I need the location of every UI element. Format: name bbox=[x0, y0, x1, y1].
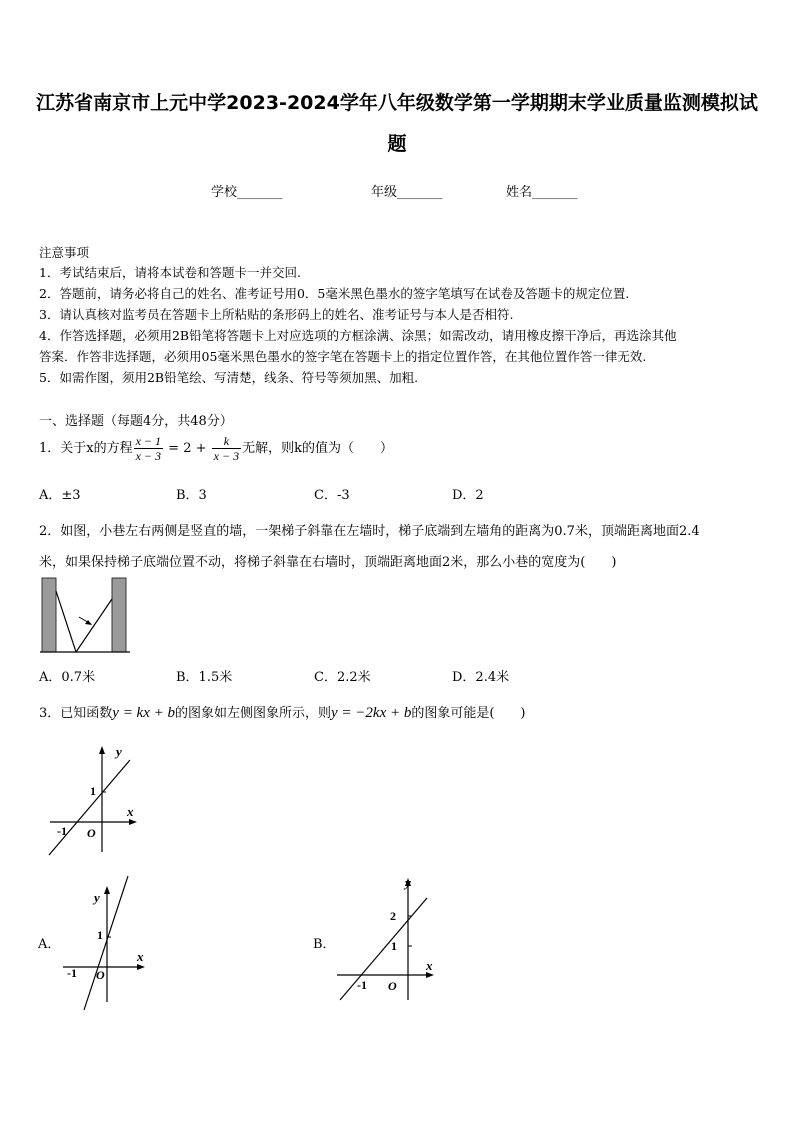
q3-option-a-label: A． bbox=[38, 937, 61, 952]
q2-text-line1: 2．如图，小巷左右两侧是竖直的墙，一架梯子斜靠在左墙时，梯子底端到左墙角的距离为0.7米，顶端距离地面2.4 bbox=[39, 524, 700, 539]
q2-text-line2: 米，如果保持梯子底端位置不动，将梯子斜靠在右墙时，顶端距离地面2米，那么小巷的宽度为( ) bbox=[39, 555, 617, 570]
function-line bbox=[49, 760, 130, 855]
q1-option-a: A．±3 bbox=[39, 488, 81, 503]
q3-suffix: 的图象可能是( ) bbox=[411, 706, 526, 721]
x-tick-label: -1 bbox=[57, 824, 67, 838]
exam-title-line2: 题 bbox=[387, 133, 407, 155]
ladder-left-position bbox=[56, 591, 76, 652]
q1-option-d: D．2 bbox=[452, 488, 484, 503]
function-line bbox=[84, 876, 128, 1010]
q1-frac1-numerator: x − 1 bbox=[135, 434, 162, 448]
function-line bbox=[340, 898, 427, 1000]
q1-frac1-denominator: x − 3 bbox=[135, 449, 162, 463]
ladder-alley-figure bbox=[38, 575, 138, 660]
q3-prefix: 3．已知函数 bbox=[39, 706, 113, 721]
y-axis-label: y bbox=[94, 890, 100, 905]
notice-item: 5．如需作图，须用2B铅笔绘、写清楚，线条、符号等须加黑、加粗. bbox=[39, 370, 419, 385]
y-axis-label: y bbox=[116, 744, 122, 759]
exam-title-line1: 江苏省南京市上元中学2023-2024学年八年级数学第一学期期末学业质量监测模拟试 bbox=[36, 92, 758, 114]
q1-fraction-2 bbox=[212, 434, 241, 463]
notice-heading: 注意事项 bbox=[39, 245, 90, 260]
q3-given-graph bbox=[40, 740, 150, 860]
q1-prefix: 1．关于x的方程 bbox=[39, 441, 133, 456]
ladder-right-position bbox=[76, 599, 112, 652]
q1-fraction-1 bbox=[134, 434, 163, 463]
q1-suffix: 无解，则k的值为（ ） bbox=[242, 441, 393, 456]
school-field: 学校_______ bbox=[211, 185, 283, 200]
q2-option-b: B．1.5米 bbox=[176, 670, 233, 685]
q3-option-b-label: B． bbox=[313, 937, 336, 952]
x-axis-arrow bbox=[137, 964, 145, 970]
origin-label: O bbox=[388, 979, 397, 993]
q3-option-b-graph bbox=[332, 868, 447, 1008]
q2-option-c: C．2.2米 bbox=[314, 670, 371, 685]
y-tick-label: 1 bbox=[97, 928, 103, 942]
x-axis-label: x bbox=[426, 958, 433, 973]
name-field: 姓名_______ bbox=[506, 185, 578, 200]
x-tick-label: -1 bbox=[357, 978, 367, 992]
x-axis-label: x bbox=[127, 804, 134, 819]
section-heading: 一、选择题（每题4分，共48分） bbox=[39, 414, 233, 429]
notice-item: 答案．作答非选择题，必须用05毫米黑色墨水的签字笔在答题卡上的指定位置作答，在其他位置作答一律无效. bbox=[39, 349, 647, 364]
question-3 bbox=[39, 702, 526, 722]
notice-item: 3．请认真核对监考员在答题卡上所粘贴的条形码上的姓名、准考证号与本人是否相符. bbox=[39, 307, 514, 322]
q1-option-b: B．3 bbox=[176, 488, 207, 503]
right-wall bbox=[112, 578, 126, 652]
grade-field: 年级_______ bbox=[371, 185, 443, 200]
q1-option-c: C．-3 bbox=[314, 488, 350, 503]
y-tick-label-1: 1 bbox=[391, 939, 397, 953]
notice-item: 2．答题前，请务必将自己的姓名、准考证号用0．5毫米黑色墨水的签字笔填写在试卷及答题卡的规定位置. bbox=[39, 286, 630, 301]
x-axis-label: x bbox=[137, 949, 144, 964]
y-tick-label-2: 2 bbox=[390, 909, 396, 923]
q1-mid: = 2 + bbox=[164, 441, 211, 456]
q1-frac2-denominator: x − 3 bbox=[213, 449, 240, 463]
q3-function-2: y = −2kx + b bbox=[331, 705, 412, 721]
origin-label: O bbox=[96, 968, 105, 982]
q1-frac2-numerator: k bbox=[212, 434, 241, 449]
y-axis-arrow bbox=[99, 746, 105, 754]
left-wall bbox=[42, 578, 56, 652]
origin-label: O bbox=[87, 826, 96, 840]
q3-function-1: y = kx + b bbox=[112, 705, 175, 721]
q2-option-a: A．0.7米 bbox=[39, 670, 96, 685]
x-tick-label: -1 bbox=[67, 966, 77, 980]
notice-item: 1．考试结束后，请将本试卷和答题卡一并交回. bbox=[39, 265, 301, 280]
q3-option-a-graph bbox=[55, 870, 165, 1015]
y-axis-arrow bbox=[104, 886, 110, 894]
question-1 bbox=[39, 434, 393, 463]
y-axis-label: y bbox=[405, 875, 411, 890]
q2-option-d: D．2.4米 bbox=[452, 670, 510, 685]
y-tick-label: 1 bbox=[90, 784, 96, 798]
notice-item: 4．作答选择题，必须用2B铅笔将答题卡上对应选项的方框涂满、涂黑；如需改动，请用橡皮擦干净后，再选涂其他 bbox=[39, 328, 677, 343]
q3-mid: 的图象如左侧图象所示，则 bbox=[175, 706, 332, 721]
x-axis-arrow bbox=[129, 819, 137, 825]
